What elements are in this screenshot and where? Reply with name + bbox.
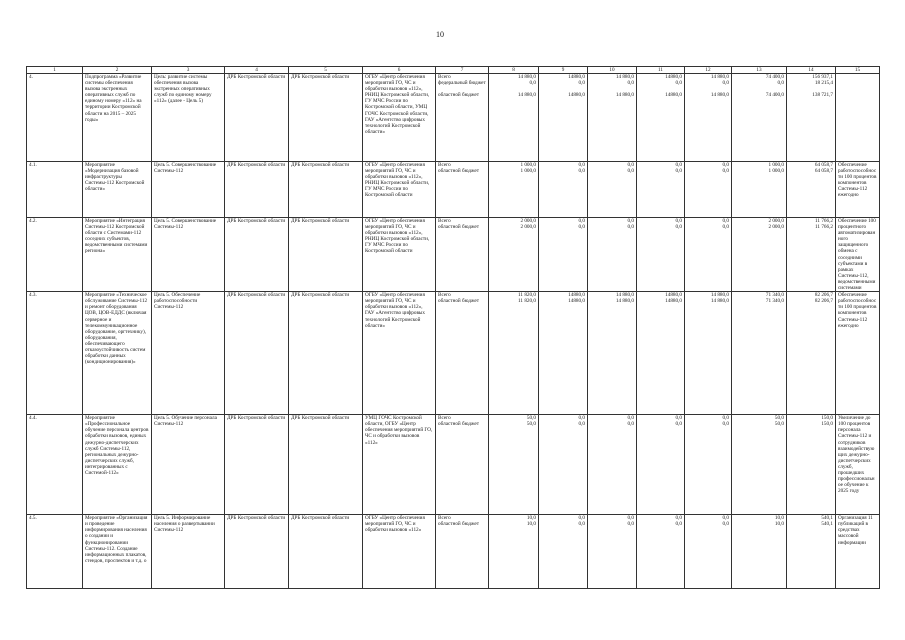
column-number: 14 bbox=[787, 67, 836, 74]
funding-value: 14 880,0 bbox=[710, 292, 729, 299]
funding-sources bbox=[436, 415, 489, 515]
row-number: 4.5. bbox=[27, 515, 83, 589]
measure-name: Подпрограмма «Развитие системы обеспечения вызова экстренных оперативных служб по единому номеру «112» на территории Костромской области на 2015 – 2025 годы» bbox=[83, 74, 152, 162]
funding-value-cell bbox=[787, 515, 836, 589]
table-row bbox=[27, 74, 880, 162]
funding-value: 1 000,0 bbox=[520, 162, 536, 168]
column-number: 2 bbox=[83, 67, 152, 74]
funding-value-cell bbox=[685, 218, 732, 292]
funding-value-cell bbox=[637, 218, 685, 292]
funding-value: 0,0 bbox=[675, 218, 682, 224]
funding-value: 18 215,4 bbox=[814, 80, 833, 87]
funding-value: 0,0 bbox=[722, 515, 729, 522]
funding-value-cell bbox=[732, 74, 787, 162]
responsible-executor: ДРБ Костромской области bbox=[289, 162, 363, 218]
funding-value: 71 340,0 bbox=[765, 298, 784, 305]
funding-value-cell bbox=[588, 415, 637, 515]
funding-value: 64 058,7 bbox=[814, 168, 833, 175]
funding-value: 0,0 bbox=[722, 421, 729, 428]
funding-value: 71 340,0 bbox=[765, 292, 784, 299]
funding-source-label: федеральный бюджет bbox=[438, 80, 486, 87]
funding-value: 0,0 bbox=[722, 168, 729, 175]
funding-source-label: Всего bbox=[438, 218, 451, 224]
funding-value-cell bbox=[637, 162, 685, 218]
funding-value: 14880,0 bbox=[568, 92, 585, 99]
funding-source-label: Всего bbox=[438, 162, 451, 168]
funding-value: 0,0 bbox=[578, 415, 585, 422]
funding-value-cell bbox=[685, 415, 732, 515]
funding-value: 150,0 bbox=[821, 421, 833, 428]
page-number: 10 bbox=[436, 30, 444, 39]
measure-name: Мероприятие «Модернизация базовой инфраструктуры Системы-112 Костромской области» bbox=[83, 162, 152, 218]
column-number: 6 bbox=[363, 67, 436, 74]
funding-value: 50,0 bbox=[774, 415, 784, 422]
funding-sources bbox=[436, 515, 489, 589]
funding-value: 138 721,7 bbox=[812, 92, 833, 99]
funding-value: 14 880,0 bbox=[517, 74, 536, 80]
expected-result: Обеспечение работоспособности 100 процентов компонентов Системы-112 ежегодно bbox=[836, 292, 880, 415]
funding-value: 150,0 bbox=[821, 415, 833, 422]
measure-goal: Цель: развитие системы обеспечения вызова экстренных оперативных служб по единому номеру «112» (далее - Цель 5) bbox=[152, 74, 225, 162]
column-number: 1 bbox=[27, 67, 83, 74]
funding-value: 14 880,0 bbox=[710, 92, 729, 99]
funding-value: 14 880,0 bbox=[615, 92, 634, 99]
row-number: 4. bbox=[27, 74, 83, 162]
column-number: 10 bbox=[588, 67, 637, 74]
column-number: 12 bbox=[685, 67, 732, 74]
funding-value: 0,0 bbox=[578, 80, 585, 87]
expected-result: Увеличение до 100 процентов персонала Системы-112 и сотрудников взаимодействующих дежурно-диспетчерских служб, прошедших профессиональное обучение к 2025 году bbox=[836, 415, 880, 515]
column-number: 4 bbox=[225, 67, 289, 74]
funding-value-cell bbox=[685, 292, 732, 415]
funding-value: 2 000,0 bbox=[520, 218, 536, 224]
funding-value: 10,0 bbox=[774, 515, 784, 522]
column-number: 5 bbox=[289, 67, 363, 74]
measure-name: Мероприятие «Интеграция Системы-112 Костромской области с Системами-112 соседних субъектов, ведомственными системами региона» bbox=[83, 218, 152, 292]
funding-sources bbox=[436, 74, 489, 162]
funding-value-cell bbox=[637, 415, 685, 515]
funding-source-label: областной бюджет bbox=[438, 92, 479, 99]
funding-value-cell bbox=[588, 218, 637, 292]
funding-value: 10,0 bbox=[526, 515, 536, 522]
funding-value: 0,0 bbox=[627, 521, 634, 528]
funding-value: 0,0 bbox=[578, 521, 585, 528]
funding-value: 14 880,0 bbox=[710, 74, 729, 80]
funding-source-label: Всего bbox=[438, 292, 451, 299]
measure-goal: Цель 5. Обучение персонала Системы-112 bbox=[152, 415, 225, 515]
funding-value-cell bbox=[588, 292, 637, 415]
funding-value: 0,0 bbox=[627, 515, 634, 522]
expected-result: Обеспечение 100 процентного автоматизированного защищенного обмена с соседними субъектами в рамках Системы-112, ведомственными системами bbox=[836, 218, 880, 292]
column-number: 11 bbox=[637, 67, 685, 74]
funding-value-cell bbox=[637, 292, 685, 415]
funding-value: 0,0 bbox=[675, 224, 682, 231]
funding-value-cell bbox=[732, 162, 787, 218]
funding-value: 11 766,2 bbox=[815, 218, 833, 224]
funding-value: 0,0 bbox=[722, 224, 729, 231]
funding-sources bbox=[436, 162, 489, 218]
measure-goal: Цель 5. Совершенствование Системы-112 bbox=[152, 218, 225, 292]
table-row bbox=[27, 515, 880, 589]
expected-result: Организация 11 публикаций в средствах массовой информации bbox=[836, 515, 880, 589]
funding-value: 0,0 bbox=[675, 421, 682, 428]
funding-value: 74 400,0 bbox=[765, 92, 784, 99]
funding-value-cell bbox=[685, 74, 732, 162]
funding-value: 14880,0 bbox=[568, 74, 585, 80]
funding-value: 82 206,7 bbox=[814, 292, 833, 299]
funding-value-cell bbox=[539, 292, 588, 415]
funding-value-cell bbox=[489, 218, 539, 292]
co-executors: ОГБУ «Центр обеспечения мероприятий ГО, ЧС и обработки вызовов «112», РНИЦ Костромской области, ГУ МЧС России по Костромской области, УМЦ ГОЧС Костромской области, ГАУ «Агентство цифровых технологий Костромской области» bbox=[363, 74, 436, 162]
funding-source-label: Всего bbox=[438, 74, 451, 80]
funding-value: 0,0 bbox=[675, 515, 682, 522]
program-table bbox=[26, 66, 880, 589]
funding-value-cell bbox=[588, 515, 637, 589]
funding-value-cell bbox=[489, 415, 539, 515]
measure-goal: Цель 5. Обеспечение работоспособности Системы-112 bbox=[152, 292, 225, 415]
funding-value: 156 937,1 bbox=[812, 74, 833, 80]
funding-value: 0,0 bbox=[675, 168, 682, 175]
funding-value: 14 880,0 bbox=[615, 74, 634, 80]
funding-value: 0,0 bbox=[627, 421, 634, 428]
administrator: ДРБ Костромской области bbox=[225, 218, 289, 292]
funding-value: 11 820,0 bbox=[518, 298, 536, 305]
funding-value: 0,0 bbox=[578, 224, 585, 231]
expected-result: Обеспечение работоспособности 100 процентов компонентов Системы-112 ежегодно bbox=[836, 162, 880, 218]
funding-value: 14 880,0 bbox=[517, 92, 536, 99]
funding-value: 0,0 bbox=[529, 80, 536, 87]
funding-value-cell bbox=[539, 218, 588, 292]
funding-value: 14880,0 bbox=[665, 92, 682, 99]
funding-value-cell bbox=[539, 162, 588, 218]
administrator: ДРБ Костромской области bbox=[225, 415, 289, 515]
funding-value-cell bbox=[732, 218, 787, 292]
funding-value-cell bbox=[489, 74, 539, 162]
funding-value-cell bbox=[787, 162, 836, 218]
funding-value: 0,0 bbox=[578, 168, 585, 175]
funding-value: 14 880,0 bbox=[615, 292, 634, 299]
responsible-executor: ДРБ Костромской области bbox=[289, 218, 363, 292]
funding-value-cell bbox=[787, 415, 836, 515]
funding-value-cell bbox=[685, 515, 732, 589]
funding-value: 50,0 bbox=[774, 421, 784, 428]
column-number: 8 bbox=[489, 67, 539, 74]
funding-value-cell bbox=[732, 415, 787, 515]
funding-value: 14 880,0 bbox=[615, 298, 634, 305]
funding-value-cell bbox=[637, 74, 685, 162]
funding-value: 0,0 bbox=[578, 421, 585, 428]
funding-value: 14880,0 bbox=[665, 298, 682, 305]
co-executors: ОГБУ «Центр обеспечения мероприятий ГО, ЧС и обработки вызовов «112», РНИЦ Костромской области, ГУ МЧС России по Костромской области bbox=[363, 162, 436, 218]
funding-value: 0,0 bbox=[777, 80, 784, 87]
funding-value: 0,0 bbox=[722, 415, 729, 422]
funding-value: 0,0 bbox=[627, 415, 634, 422]
row-number: 4.2. bbox=[27, 218, 83, 292]
measure-name: Мероприятие «Профессиональное обучение персонала центров обработки вызовов, единых дежурно-диспетчерских служб Системы-112, региональных дежурно-диспетчерских служб, интегрированных с Системой-112» bbox=[83, 415, 152, 515]
funding-source-label: областной бюджет bbox=[438, 521, 479, 528]
funding-value: 10,0 bbox=[774, 521, 784, 528]
funding-source-label: областной бюджет bbox=[438, 421, 479, 428]
row-number: 4.3. bbox=[27, 292, 83, 415]
funding-value: 1 000,0 bbox=[768, 162, 784, 168]
funding-value-cell bbox=[787, 292, 836, 415]
funding-value: 2 000,0 bbox=[520, 224, 536, 231]
funding-value: 14880,0 bbox=[665, 292, 682, 299]
funding-value: 540,1 bbox=[821, 521, 833, 528]
funding-value-cell bbox=[787, 218, 836, 292]
funding-value: 0,0 bbox=[578, 515, 585, 522]
funding-value: 0,0 bbox=[675, 80, 682, 87]
funding-value: 0,0 bbox=[675, 162, 682, 168]
co-executors: ОГБУ «Центр обеспечения мероприятий ГО, ЧС и обработки вызовов «112», ГАУ «Агентство цифровых технологий Костромской области» bbox=[363, 292, 436, 415]
funding-value-cell bbox=[685, 162, 732, 218]
funding-value: 64 058,7 bbox=[814, 162, 833, 168]
funding-value: 0,0 bbox=[627, 168, 634, 175]
funding-value: 10,0 bbox=[526, 521, 536, 528]
funding-sources bbox=[436, 292, 489, 415]
row-number: 4.4. bbox=[27, 415, 83, 515]
funding-sources bbox=[436, 218, 489, 292]
funding-value-cell bbox=[588, 162, 637, 218]
funding-value: 14880,0 bbox=[665, 74, 682, 80]
funding-value-cell bbox=[489, 515, 539, 589]
funding-value: 0,0 bbox=[578, 162, 585, 168]
funding-value: 14 880,0 bbox=[710, 298, 729, 305]
responsible-executor: ДРБ Костромской области bbox=[289, 515, 363, 589]
column-number-row bbox=[27, 67, 880, 74]
administrator: ДРБ Костромской области bbox=[225, 515, 289, 589]
funding-source-label: Всего bbox=[438, 415, 451, 422]
funding-value: 1 000,0 bbox=[768, 168, 784, 175]
funding-value: 0,0 bbox=[722, 162, 729, 168]
funding-value-cell bbox=[732, 515, 787, 589]
table-row bbox=[27, 162, 880, 218]
funding-source-label: областной бюджет bbox=[438, 224, 479, 231]
funding-value-cell bbox=[539, 515, 588, 589]
funding-value: 2 000,0 bbox=[768, 224, 784, 231]
administrator: ДРБ Костромской области bbox=[225, 162, 289, 218]
funding-value: 0,0 bbox=[627, 224, 634, 231]
row-number: 4.1. bbox=[27, 162, 83, 218]
measure-name: Мероприятие «Техническое обслуживание Системы-112 и ремонт оборудования ЦОВ, ЦОВ-ЕДДС (включая серверное и телекоммуникационное оборудование, оргтехнику), оборудования, обеспечивающего отказоустойчивость систем обработки данных (кондиционирования)» bbox=[83, 292, 152, 415]
column-number: 9 bbox=[539, 67, 588, 74]
table-row bbox=[27, 292, 880, 415]
funding-value: 0,0 bbox=[627, 80, 634, 87]
table-row bbox=[27, 218, 880, 292]
funding-value: 14880,0 bbox=[568, 298, 585, 305]
funding-value: 50,0 bbox=[526, 421, 536, 428]
co-executors: ОГБУ «Центр обеспечения мероприятий ГО, ЧС и обработки вызовов «112», РНИЦ Костромской области, ГУ МЧС России по Костромской области bbox=[363, 218, 436, 292]
co-executors: ОГБУ «Центр обеспечения мероприятий ГО, ЧС и обработки вызовов «112» bbox=[363, 515, 436, 589]
funding-value-cell bbox=[539, 415, 588, 515]
funding-value-cell bbox=[489, 292, 539, 415]
measure-name: Мероприятие «Организация и проведение информирования населения о создании и функционировании Системы-112. Создание информационных плакатов, стендов, проспектов и т.д. о bbox=[83, 515, 152, 589]
measure-goal: Цель 5. Информирование населения о развертывании Системы-112 bbox=[152, 515, 225, 589]
expected-result bbox=[836, 74, 880, 162]
responsible-executor: ДРБ Костромской области bbox=[289, 292, 363, 415]
funding-value-cell bbox=[732, 292, 787, 415]
funding-value: 0,0 bbox=[627, 218, 634, 224]
funding-value: 11 766,2 bbox=[815, 224, 833, 231]
funding-value: 0,0 bbox=[578, 218, 585, 224]
responsible-executor: ДРБ Костромской области bbox=[289, 415, 363, 515]
funding-value: 0,0 bbox=[627, 162, 634, 168]
column-number: 7 bbox=[436, 67, 489, 74]
funding-source-label: Всего bbox=[438, 515, 451, 522]
responsible-executor: ДРБ Костромской области bbox=[289, 74, 363, 162]
funding-value-cell bbox=[637, 515, 685, 589]
column-number: 15 bbox=[836, 67, 880, 74]
funding-value: 14880,0 bbox=[568, 292, 585, 299]
co-executors: УМЦ ГОЧС Костромской области, ОГБУ «Центр обеспечения мероприятий ГО, ЧС и обработки вызовов «112» bbox=[363, 415, 436, 515]
column-number: 3 bbox=[152, 67, 225, 74]
funding-value: 11 820,0 bbox=[518, 292, 536, 299]
funding-value: 82 206,7 bbox=[814, 298, 833, 305]
funding-value-cell bbox=[787, 74, 836, 162]
funding-value: 0,0 bbox=[722, 80, 729, 87]
table-row bbox=[27, 415, 880, 515]
funding-value-cell bbox=[489, 162, 539, 218]
funding-value: 1 000,0 bbox=[520, 168, 536, 175]
funding-value: 74 400,0 bbox=[765, 74, 784, 80]
column-number: 13 bbox=[732, 67, 787, 74]
administrator: ДРБ Костромской области bbox=[225, 74, 289, 162]
funding-source-label: областной бюджет bbox=[438, 298, 479, 305]
funding-value-cell bbox=[588, 74, 637, 162]
funding-value: 0,0 bbox=[722, 218, 729, 224]
funding-value: 0,0 bbox=[722, 521, 729, 528]
funding-value: 50,0 bbox=[526, 415, 536, 422]
administrator: ДРБ Костромской области bbox=[225, 292, 289, 415]
funding-value: 0,0 bbox=[675, 415, 682, 422]
funding-value: 2 000,0 bbox=[768, 218, 784, 224]
funding-value-cell bbox=[539, 74, 588, 162]
measure-goal: Цель 5. Совершенствование Системы-112 bbox=[152, 162, 225, 218]
funding-source-label: областной бюджет bbox=[438, 168, 479, 175]
funding-value: 0,0 bbox=[675, 521, 682, 528]
funding-value: 540,1 bbox=[821, 515, 833, 522]
